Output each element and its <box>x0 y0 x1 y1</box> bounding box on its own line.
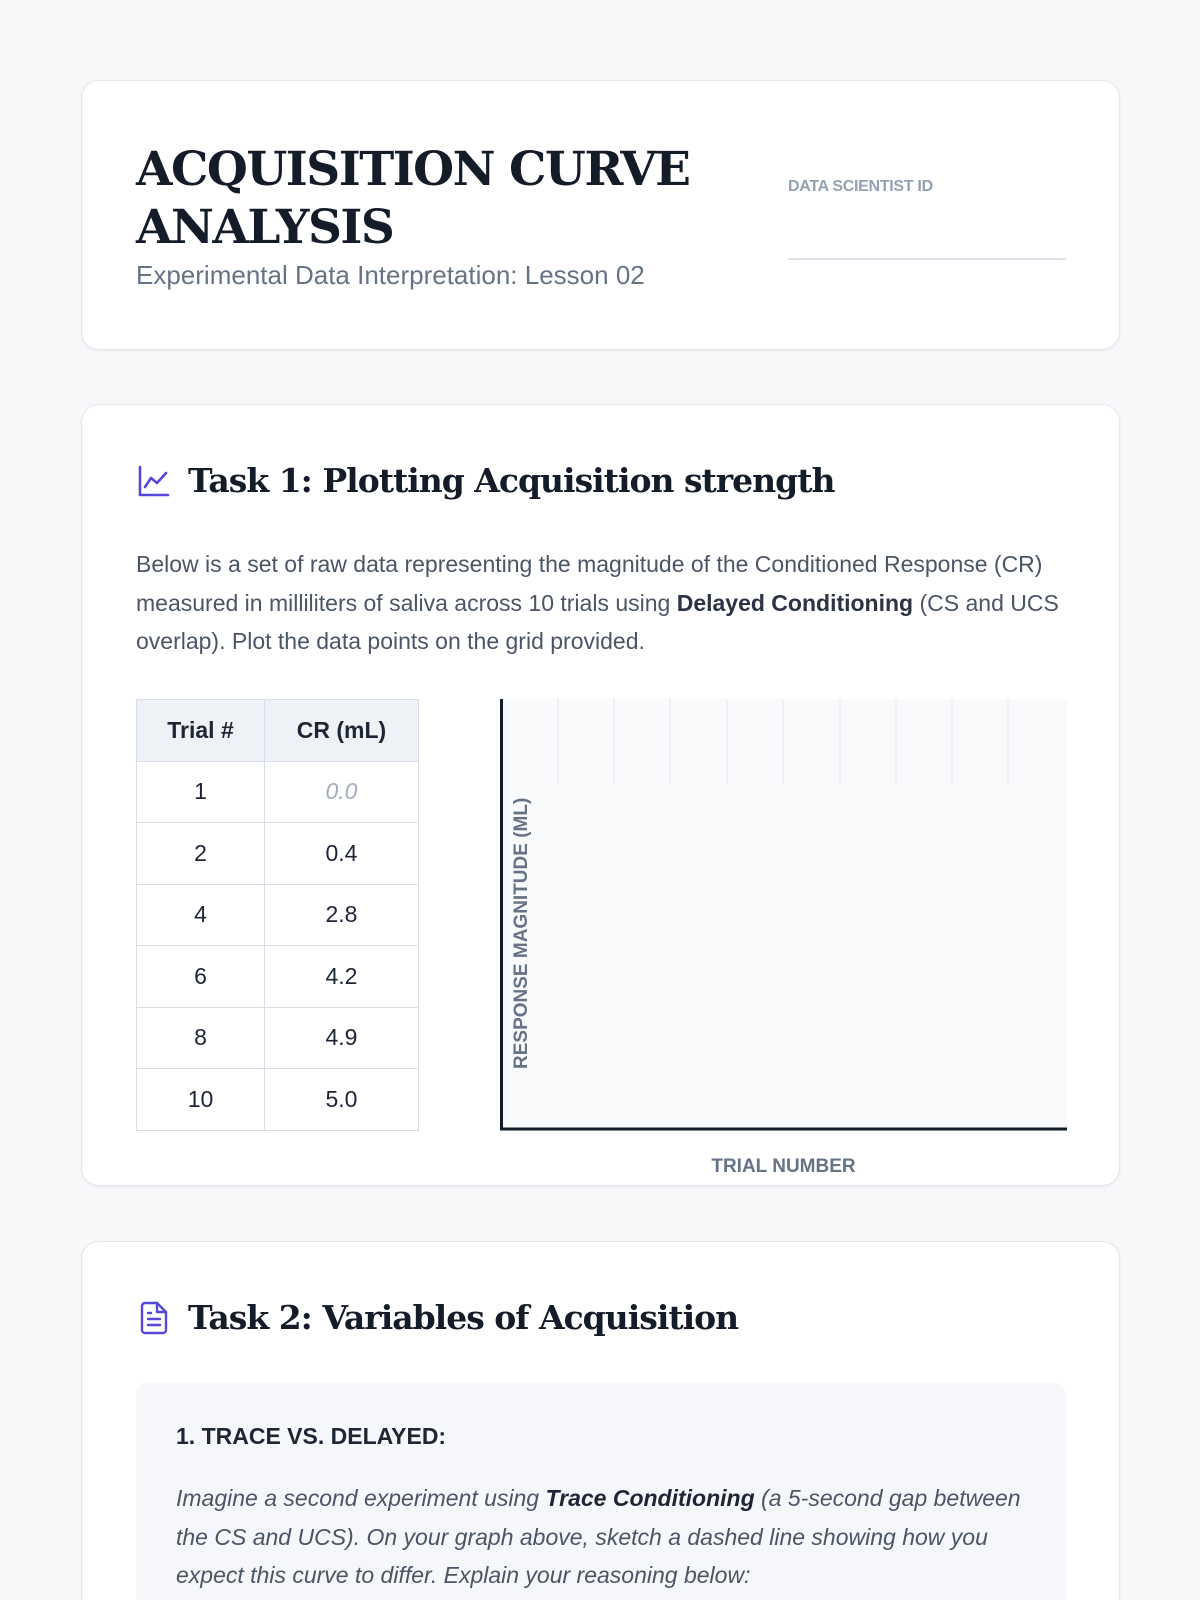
table-header-row <box>137 700 419 762</box>
cr-cell: 4.2 <box>265 946 419 1008</box>
instructions-emphasis: Delayed Conditioning <box>676 589 914 616</box>
header-card <box>81 80 1120 350</box>
table-row <box>137 884 419 946</box>
document-icon <box>136 1300 172 1336</box>
table-row <box>137 946 419 1008</box>
column-header-cr: CR (mL) <box>265 700 419 762</box>
trial-cell: 1 <box>137 761 265 823</box>
page-subtitle: Experimental Data Interpretation: Lesson 02 <box>136 260 645 290</box>
task1-instructions <box>136 545 1071 661</box>
question-emphasis: Trace Conditioning <box>545 1485 755 1511</box>
cr-cell: 0.4 <box>265 823 419 885</box>
page-title: ACQUISITION CURVE ANALYSIS <box>136 142 690 255</box>
task1-title: Task 1: Plotting Acquisition strength <box>188 461 835 500</box>
instructions-text-1: Below is a set of raw data representing the magnitude of the Conditioned Response (CR) measured in milliliters of saliva across 10 trials using <box>136 551 1043 616</box>
y-axis-label: RESPONSE MAGNITUDE (ML) <box>511 797 532 1069</box>
x-axis-label: TRIAL NUMBER <box>711 1156 856 1177</box>
task2-heading <box>136 1298 738 1337</box>
question-text-1: Imagine a second experiment using <box>176 1485 546 1511</box>
trial-cell: 6 <box>137 946 265 1008</box>
cr-cell: 0.0 <box>265 761 419 823</box>
task2-title: Task 2: Variables of Acquisition <box>188 1298 739 1337</box>
question-title: 1. TRACE VS. DELAYED: <box>176 1423 447 1449</box>
data-table <box>136 699 419 1131</box>
trial-cell: 8 <box>137 1007 265 1069</box>
instructions-text-2: (CS and UCS overlap). Plot the data points on the grid provided. <box>136 589 1059 654</box>
question-text-2: (a 5-second gap between the CS and UCS). On your graph above, sketch a dashed line showing how you expect this curve to differ. Explain your reasoning below: <box>176 1485 1021 1588</box>
cr-cell: 5.0 <box>265 1069 419 1131</box>
task1-heading <box>136 461 834 500</box>
table-row <box>137 1069 419 1131</box>
trial-cell: 10 <box>137 1069 265 1131</box>
trial-cell: 4 <box>137 884 265 946</box>
line-chart-icon <box>136 463 172 499</box>
trial-cell: 2 <box>137 823 265 885</box>
task2-card <box>81 1241 1120 1600</box>
table-row <box>137 823 419 885</box>
plot-grid-svg <box>500 699 1067 1131</box>
column-header-trial: Trial # <box>137 700 265 762</box>
table-row <box>137 761 419 823</box>
question-body <box>176 1479 1026 1595</box>
cr-cell: 4.9 <box>265 1007 419 1069</box>
plotting-grid[interactable] <box>500 699 1067 1177</box>
task1-card <box>81 404 1120 1186</box>
data-scientist-id-label: DATA SCIENTIST ID <box>788 178 933 195</box>
cr-cell: 2.8 <box>265 884 419 946</box>
table-row <box>137 1007 419 1069</box>
data-scientist-id-field[interactable] <box>788 258 1066 260</box>
question-box <box>136 1383 1066 1600</box>
